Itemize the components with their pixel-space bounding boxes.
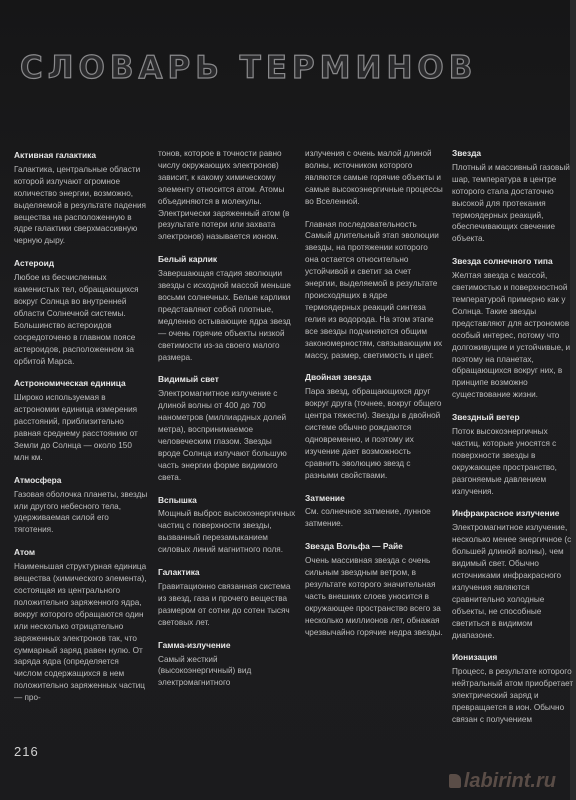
term-heading: Затмение	[305, 492, 345, 503]
glossary-entry	[452, 508, 576, 641]
glossary-entry	[452, 256, 576, 401]
term-definition: Процесс, в результате которого нейтральный атом приобретает электрический заряд и превращается в ион. Обычно связан с получением	[452, 667, 574, 724]
term-heading: Звезда Вольфа — Райе	[305, 541, 403, 552]
page-number: 216	[14, 744, 39, 759]
glossary-entry	[305, 493, 443, 531]
glossary-entry	[14, 378, 148, 463]
column-4	[452, 148, 576, 737]
watermark-text: labirint.ru	[463, 770, 556, 792]
glossary-entry	[14, 475, 148, 537]
term-heading: Звезда	[452, 148, 482, 158]
glossary-entry	[305, 372, 443, 481]
glossary-entry	[158, 640, 296, 690]
term-definition: Мощный выброс высокоэнергичных частиц с поверхности звезды, вызванный перезамыканием силовых линий магнитного поля.	[158, 509, 296, 555]
term-definition: Очень массивная звезда с очень сильным звездным ветром, в результате которого значительная часть внешних слоев уносится в окружающее пространство всего за несколько миллионов лет, обнажая чрезвычайно горячие недра звезды.	[305, 556, 443, 637]
term-heading: Звезда солнечного типа	[452, 256, 553, 267]
term-heading: Видимый свет	[158, 374, 219, 385]
glossary-entry	[158, 254, 296, 363]
term-heading: Белый карлик	[158, 254, 218, 265]
glossary-entry	[452, 148, 576, 245]
term-heading: Атмосфера	[14, 474, 62, 485]
page-title: СЛОВАРЬ ТЕРМИНОВ	[20, 50, 478, 86]
column-2	[158, 148, 296, 700]
glossary-entry	[158, 374, 296, 483]
glossary-entry	[452, 652, 576, 725]
term-heading: Астрономическая единица	[14, 378, 126, 389]
labirint-logo-icon	[449, 774, 461, 788]
term-heading: Ионизация	[452, 652, 498, 663]
glossary-entry	[158, 495, 296, 557]
term-definition: Широко используемая в астрономии единица измерения расстояний, приблизительно равная среднему расстоянию от Земли до Солнца — около 150 млн км.	[14, 393, 138, 462]
term-definition: Плотный и массивный газовый шар, температура в центре которого стала достаточно высокой для протекания термоядерных реакций, обеспечивающих свечение объекта.	[452, 162, 570, 244]
term-definition: Поток высокоэнергичных частиц, которые уносятся с поверхности звезды в окружающее пространство, разгоняемые давлением излучения.	[452, 427, 557, 496]
term-definition: Электромагнитное излучение с длиной волны от 400 до 700 нанометров (миллиардных долей метра), воспринимаемое человеческим глазом. Звезды вроде Солнца излучают большую часть энергии форме видимого света.	[158, 389, 287, 482]
term-definition: Завершающая стадия эволюции звезды с исходной массой меньше восьми солнечных. Белые карлики представляют собой плотные, медленно остывающие ядра звезд — очень горячие объекты низкой светимости из-за своего малого размера.	[158, 269, 291, 362]
continued-definition: тонов, которое в точности равно числу окружающих электронов) зависит, к какому химическому элементу относится атом. Атомы объединяются в молекулы. Электрически заряженный атом (в результате потери или захвата электронов) называется ионом.	[158, 149, 290, 242]
term-definition: Наименьшая структурная единица вещества (химического элемента), состоящая из центрального положительно заряженного ядра, вокруг которого обращаются один или несколько отрицательно заряженных электронов так, что суммарный заряд равен нулю. От заряда ядра (определяется числом содержащихся в нем положительно заряженных частиц — про-	[14, 562, 147, 703]
term-heading: Астероид	[14, 258, 55, 269]
term-definition: Любое из бесчисленных каменистых тел, обращающихся вокруг Солнца во внутренней области Солнечной системы. Большинство астероидов сосредоточено в главном поясе астероидов, расположенном за орбитой Марса.	[14, 273, 139, 366]
term-heading: Активная галактика	[14, 150, 96, 160]
glossary-entry	[158, 567, 296, 629]
column-1	[14, 150, 148, 715]
watermark	[449, 770, 556, 793]
glossary-entry	[14, 258, 148, 367]
term-definition: Главная последовательность Самый длительный этап эволюции звезды, на протяжении которого она остается относительно устойчивой и светит за счет энергии, выделяемой в результате происходящих в ядре термоядерных реакций синтеза гелия из водорода. На этом этапе все звезды подчиняются общим закономерностям, связывающим их массу, размер, светимость и цвет.	[305, 219, 443, 360]
term-definition: Электромагнитное излучение, несколько менее энергичное (с большей длиной волны), чем видимый свет. Обычно источниками инфракрасного излучения являются сравнительно холодные объекты, не способные светиться в видимом диапазоне.	[452, 523, 572, 640]
glossary-entry	[305, 541, 443, 638]
term-heading: Атом	[14, 547, 36, 558]
glossary-entry	[452, 412, 576, 497]
term-definition: Галактика, центральные области которой излучают огромное количество энергии, возможно, выделяемой в результате падения вещества на расположенную в ядре галактики сверхмассивную черную дыру.	[14, 164, 146, 246]
glossary-entry	[14, 547, 148, 704]
term-heading: Двойная звезда	[305, 372, 372, 383]
term-heading: Гамма-излучение	[158, 639, 231, 650]
term-heading: Звездный ветер	[452, 412, 520, 423]
term-definition: Самый жесткий (высокоэнергичный) вид электромагнитного	[158, 654, 252, 688]
term-definition: Газовая оболочка планеты, звезды или другого небесного тела, удерживаемая силой его тяготения.	[14, 489, 148, 535]
term-definition: Желтая звезда с массой, светимостью и поверхностной температурой примерно как у Солнца. Такие звезды представляют для астрономов особый интерес, потому что долгоживущие и устойчивые, и поэтому на планетах, обращающихся вокруг них, в принципе возможно существование жизни.	[452, 271, 571, 400]
term-heading: Инфракрасное излучение	[452, 508, 560, 519]
term-definition: Гравитационно связанная система из звезд, газа и прочего вещества размером от сотни до сотен тысяч световых лет.	[158, 582, 291, 627]
glossary-entry	[14, 150, 148, 247]
continued-definition: излучения с очень малой длиной волны, источником которого являются самые горячие объекты и самые высокоэнергичные процессы во Вселенной.	[305, 149, 443, 206]
term-definition: Пара звезд, обращающихся друг вокруг друга (точнее, вокруг общего центра тяжести). Звезды в двойной системе обычно рождаются одновременно, и поэтому их изучение дает возможность сравнить эволюцию звезд с разными свойствами.	[305, 387, 442, 480]
term-definition: См. солнечное затмение, лунное затмение.	[305, 507, 431, 529]
term-heading: Вспышка	[158, 494, 197, 505]
column-3	[305, 148, 443, 650]
term-heading: Галактика	[158, 567, 200, 578]
